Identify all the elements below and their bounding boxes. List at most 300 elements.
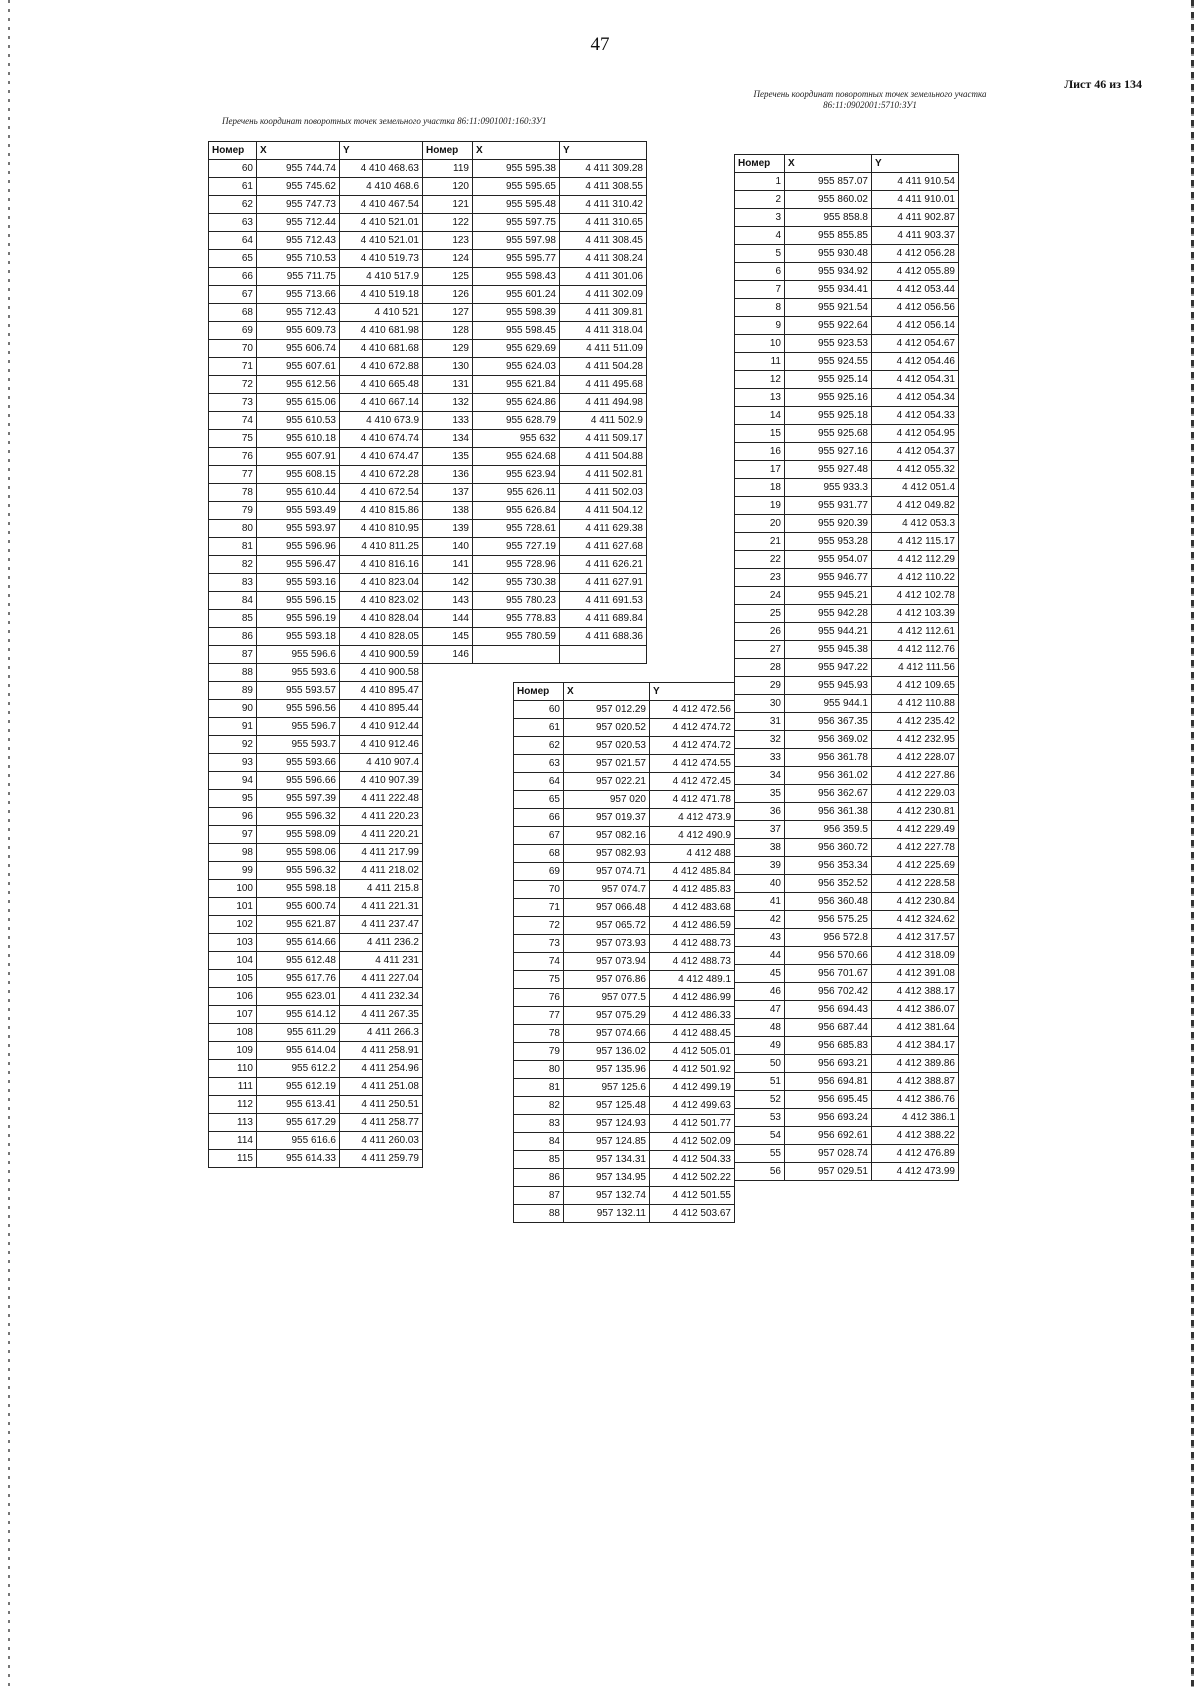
cell-x: 955 855.85 <box>785 227 872 245</box>
table-row <box>209 178 423 196</box>
table-row <box>514 1079 735 1097</box>
cell-num: 98 <box>209 844 257 862</box>
table-row <box>209 682 423 700</box>
cell-num: 32 <box>735 731 785 749</box>
table-row <box>209 736 423 754</box>
table-row <box>423 538 647 556</box>
cell-x: 955 713.66 <box>257 286 340 304</box>
cell-y: 4 410 912.46 <box>340 736 423 754</box>
cell-num: 55 <box>735 1145 785 1163</box>
col-header-x: X <box>785 155 872 173</box>
table-row <box>423 196 647 214</box>
cell-x: 955 944.1 <box>785 695 872 713</box>
table-row <box>209 466 423 484</box>
table-row <box>209 1150 423 1168</box>
cell-y: 4 412 111.56 <box>872 659 959 677</box>
cell-x: 957 132.11 <box>564 1205 650 1223</box>
cell-num: 41 <box>735 893 785 911</box>
cell-num: 67 <box>514 827 564 845</box>
col-header-y: Y <box>872 155 959 173</box>
cell-y: 4 412 102.78 <box>872 587 959 605</box>
cell-y: 4 411 217.99 <box>340 844 423 862</box>
cell-y: 4 412 112.29 <box>872 551 959 569</box>
table-row <box>735 641 959 659</box>
cell-y: 4 410 667.14 <box>340 394 423 412</box>
table-row <box>209 610 423 628</box>
cell-x: 956 694.43 <box>785 1001 872 1019</box>
table-row <box>423 646 647 664</box>
cell-y: 4 410 900.58 <box>340 664 423 682</box>
table-row <box>735 983 959 1001</box>
table-row <box>735 479 959 497</box>
cell-x: 955 607.91 <box>257 448 340 466</box>
table-row <box>209 250 423 268</box>
cell-num: 74 <box>514 953 564 971</box>
cell-num: 87 <box>209 646 257 664</box>
cell-num: 50 <box>735 1055 785 1073</box>
table-row <box>423 466 647 484</box>
cell-num: 100 <box>209 880 257 898</box>
cell-num: 10 <box>735 335 785 353</box>
cell-num: 139 <box>423 520 473 538</box>
cell-y: 4 412 054.31 <box>872 371 959 389</box>
cell-x: 955 593.66 <box>257 754 340 772</box>
coord-table-3 <box>513 682 735 1223</box>
cell-y: 4 412 388.17 <box>872 983 959 1001</box>
table-row <box>514 1061 735 1079</box>
table-row <box>209 718 423 736</box>
cell-num: 49 <box>735 1037 785 1055</box>
table-row <box>735 1037 959 1055</box>
cell-num: 1 <box>735 173 785 191</box>
cell-y: 4 411 231 <box>340 952 423 970</box>
table-row <box>209 970 423 988</box>
table-row <box>735 551 959 569</box>
cell-x: 957 065.72 <box>564 917 650 935</box>
table-row <box>735 1019 959 1037</box>
cell-y: 4 410 674.74 <box>340 430 423 448</box>
cell-x: 955 610.44 <box>257 484 340 502</box>
cell-num: 48 <box>735 1019 785 1037</box>
table-row <box>735 371 959 389</box>
cell-x: 957 132.74 <box>564 1187 650 1205</box>
cell-num: 16 <box>735 443 785 461</box>
cell-x: 955 607.61 <box>257 358 340 376</box>
table-row <box>514 1097 735 1115</box>
cell-num: 111 <box>209 1078 257 1096</box>
table-row <box>514 1205 735 1223</box>
table-row <box>423 412 647 430</box>
cell-x: 956 572.8 <box>785 929 872 947</box>
table-row <box>735 965 959 983</box>
cell-y: 4 411 260.03 <box>340 1132 423 1150</box>
cell-y: 4 412 054.67 <box>872 335 959 353</box>
cell-y: 4 412 112.61 <box>872 623 959 641</box>
table-row <box>423 610 647 628</box>
coord-table-1 <box>208 141 423 1168</box>
table-row <box>423 448 647 466</box>
cell-y: 4 410 517.9 <box>340 268 423 286</box>
cell-num: 88 <box>514 1205 564 1223</box>
cell-x: 955 624.03 <box>473 358 560 376</box>
table-row <box>423 358 647 376</box>
table-row <box>423 268 647 286</box>
cell-num: 22 <box>735 551 785 569</box>
cell-num: 86 <box>514 1169 564 1187</box>
cell-x: 955 617.76 <box>257 970 340 988</box>
cell-y: 4 412 388.22 <box>872 1127 959 1145</box>
cell-num: 63 <box>514 755 564 773</box>
cell-x <box>473 646 560 664</box>
cell-y: 4 411 504.88 <box>560 448 647 466</box>
cell-num: 30 <box>735 695 785 713</box>
cell-x: 955 944.21 <box>785 623 872 641</box>
cell-x: 955 596.32 <box>257 862 340 880</box>
cell-y: 4 411 910.01 <box>872 191 959 209</box>
cell-num: 52 <box>735 1091 785 1109</box>
table-row <box>735 875 959 893</box>
table-row <box>423 430 647 448</box>
table-row <box>209 898 423 916</box>
table-row <box>735 1163 959 1181</box>
cell-x: 955 728.96 <box>473 556 560 574</box>
cell-x: 955 925.18 <box>785 407 872 425</box>
table-row <box>514 1187 735 1205</box>
cell-num: 135 <box>423 448 473 466</box>
cell-num: 134 <box>423 430 473 448</box>
cell-y: 4 412 386.76 <box>872 1091 959 1109</box>
cell-x: 955 632 <box>473 430 560 448</box>
cell-x: 955 593.18 <box>257 628 340 646</box>
cell-x: 955 593.16 <box>257 574 340 592</box>
cell-x: 956 352.52 <box>785 875 872 893</box>
cell-y: 4 411 910.54 <box>872 173 959 191</box>
cell-y: 4 412 110.22 <box>872 569 959 587</box>
cell-x: 955 858.8 <box>785 209 872 227</box>
cell-x: 955 609.73 <box>257 322 340 340</box>
cell-y: 4 411 254.96 <box>340 1060 423 1078</box>
scan-edge-right <box>1191 0 1194 1687</box>
cell-num: 119 <box>423 160 473 178</box>
cell-y: 4 410 674.47 <box>340 448 423 466</box>
cell-num: 70 <box>514 881 564 899</box>
cell-num: 144 <box>423 610 473 628</box>
cell-num: 8 <box>735 299 785 317</box>
table-row <box>735 677 959 695</box>
cell-num: 81 <box>514 1079 564 1097</box>
cell-y: 4 412 055.32 <box>872 461 959 479</box>
cell-x: 955 924.55 <box>785 353 872 371</box>
cell-num: 77 <box>514 1007 564 1025</box>
table-row <box>514 1043 735 1061</box>
cell-y: 4 412 229.49 <box>872 821 959 839</box>
cell-x: 955 623.01 <box>257 988 340 1006</box>
cell-y: 4 411 494.98 <box>560 394 647 412</box>
cell-y: 4 410 681.68 <box>340 340 423 358</box>
cell-x: 955 711.75 <box>257 268 340 286</box>
table-row <box>209 988 423 1006</box>
table-row <box>209 1096 423 1114</box>
cell-num: 27 <box>735 641 785 659</box>
table-row <box>209 1132 423 1150</box>
cell-y: 4 411 502.9 <box>560 412 647 430</box>
cell-x: 955 923.53 <box>785 335 872 353</box>
col-header-y: Y <box>560 142 647 160</box>
cell-y: 4 412 499.63 <box>650 1097 735 1115</box>
cell-y: 4 412 227.86 <box>872 767 959 785</box>
cell-num: 67 <box>209 286 257 304</box>
cell-y: 4 411 227.04 <box>340 970 423 988</box>
table-row <box>735 947 959 965</box>
table-row <box>514 791 735 809</box>
cell-y: 4 410 907.39 <box>340 772 423 790</box>
table-row <box>514 1115 735 1133</box>
cell-num: 11 <box>735 353 785 371</box>
cell-num: 45 <box>735 965 785 983</box>
cell-x: 956 692.61 <box>785 1127 872 1145</box>
cell-num: 141 <box>423 556 473 574</box>
cell-x: 957 029.51 <box>785 1163 872 1181</box>
cell-y: 4 412 054.37 <box>872 443 959 461</box>
cell-x: 957 125.48 <box>564 1097 650 1115</box>
cell-y <box>560 646 647 664</box>
table-row <box>735 1091 959 1109</box>
cell-x: 955 626.11 <box>473 484 560 502</box>
cell-num: 132 <box>423 394 473 412</box>
cell-x: 956 693.24 <box>785 1109 872 1127</box>
table-row <box>735 659 959 677</box>
cell-num: 78 <box>209 484 257 502</box>
cell-num: 47 <box>735 1001 785 1019</box>
table-row <box>209 1114 423 1132</box>
cell-y: 4 412 056.56 <box>872 299 959 317</box>
cell-num: 109 <box>209 1042 257 1060</box>
table-row <box>423 214 647 232</box>
cell-y: 4 412 054.95 <box>872 425 959 443</box>
table-row <box>514 845 735 863</box>
cell-num: 76 <box>209 448 257 466</box>
cell-x: 956 701.67 <box>785 965 872 983</box>
cell-x: 955 596.19 <box>257 610 340 628</box>
cell-x: 955 945.21 <box>785 587 872 605</box>
table-row <box>735 227 959 245</box>
cell-num: 82 <box>514 1097 564 1115</box>
cell-num: 96 <box>209 808 257 826</box>
cell-num: 60 <box>514 701 564 719</box>
cell-y: 4 411 509.17 <box>560 430 647 448</box>
cell-y: 4 410 900.59 <box>340 646 423 664</box>
table-row <box>735 497 959 515</box>
cell-x: 955 596.15 <box>257 592 340 610</box>
table-row <box>514 899 735 917</box>
cell-y: 4 411 627.68 <box>560 538 647 556</box>
cell-y: 4 411 689.84 <box>560 610 647 628</box>
cell-x: 957 075.29 <box>564 1007 650 1025</box>
cell-num: 74 <box>209 412 257 430</box>
cell-x: 955 614.04 <box>257 1042 340 1060</box>
cell-num: 12 <box>735 371 785 389</box>
cell-y: 4 411 221.31 <box>340 898 423 916</box>
cell-y: 4 411 301.06 <box>560 268 647 286</box>
table-row <box>735 929 959 947</box>
cell-num: 94 <box>209 772 257 790</box>
cell-num: 56 <box>735 1163 785 1181</box>
cell-num: 75 <box>514 971 564 989</box>
cell-num: 121 <box>423 196 473 214</box>
cell-y: 4 412 055.89 <box>872 263 959 281</box>
cell-num: 128 <box>423 322 473 340</box>
cell-x: 955 595.38 <box>473 160 560 178</box>
cell-x: 955 925.14 <box>785 371 872 389</box>
cell-num: 99 <box>209 862 257 880</box>
cell-x: 956 575.25 <box>785 911 872 929</box>
table-row <box>209 502 423 520</box>
table-row <box>209 646 423 664</box>
cell-num: 85 <box>209 610 257 628</box>
table-row <box>735 857 959 875</box>
col-header-x: X <box>473 142 560 160</box>
cell-num: 15 <box>735 425 785 443</box>
cell-y: 4 411 504.28 <box>560 358 647 376</box>
cell-num: 79 <box>514 1043 564 1061</box>
cell-x: 956 367.35 <box>785 713 872 731</box>
cell-x: 955 610.53 <box>257 412 340 430</box>
col-header-y: Y <box>650 683 735 701</box>
table-row <box>209 826 423 844</box>
cell-y: 4 411 504.12 <box>560 502 647 520</box>
cell-y: 4 410 521 <box>340 304 423 322</box>
cell-y: 4 410 912.44 <box>340 718 423 736</box>
cell-x: 955 945.93 <box>785 677 872 695</box>
cell-x: 955 730.38 <box>473 574 560 592</box>
col-header-x: X <box>257 142 340 160</box>
cell-y: 4 412 504.33 <box>650 1151 735 1169</box>
cell-y: 4 412 381.64 <box>872 1019 959 1037</box>
table-row <box>514 737 735 755</box>
table-row <box>209 484 423 502</box>
table-row <box>423 484 647 502</box>
cell-x: 957 022.21 <box>564 773 650 791</box>
table-row <box>209 574 423 592</box>
cell-y: 4 412 474.72 <box>650 737 735 755</box>
cell-y: 4 412 056.14 <box>872 317 959 335</box>
cell-x: 955 598.18 <box>257 880 340 898</box>
cell-x: 957 019.37 <box>564 809 650 827</box>
cell-x: 955 712.44 <box>257 214 340 232</box>
cell-y: 4 412 488.73 <box>650 953 735 971</box>
cell-x: 955 953.28 <box>785 533 872 551</box>
cell-x: 955 595.48 <box>473 196 560 214</box>
cell-y: 4 411 220.21 <box>340 826 423 844</box>
cell-num: 75 <box>209 430 257 448</box>
cell-x: 955 780.23 <box>473 592 560 610</box>
cell-num: 83 <box>514 1115 564 1133</box>
cell-x: 955 921.54 <box>785 299 872 317</box>
cell-x: 956 361.02 <box>785 767 872 785</box>
table-row <box>423 520 647 538</box>
cell-x: 955 947.22 <box>785 659 872 677</box>
cell-x: 955 597.39 <box>257 790 340 808</box>
cell-y: 4 410 519.18 <box>340 286 423 304</box>
table-row <box>735 803 959 821</box>
cell-num: 124 <box>423 250 473 268</box>
table-row <box>735 623 959 641</box>
table-row <box>209 412 423 430</box>
cell-y: 4 411 502.81 <box>560 466 647 484</box>
cell-num: 120 <box>423 178 473 196</box>
cell-x: 955 596.32 <box>257 808 340 826</box>
cell-num: 110 <box>209 1060 257 1078</box>
cell-y: 4 411 258.77 <box>340 1114 423 1132</box>
cell-x: 955 931.77 <box>785 497 872 515</box>
table-row <box>209 772 423 790</box>
cell-x: 957 135.96 <box>564 1061 650 1079</box>
cell-x: 957 066.48 <box>564 899 650 917</box>
table-row <box>514 809 735 827</box>
cell-num: 133 <box>423 412 473 430</box>
cell-y: 4 410 665.48 <box>340 376 423 394</box>
cell-y: 4 412 472.45 <box>650 773 735 791</box>
cell-x: 955 601.24 <box>473 286 560 304</box>
cell-y: 4 412 486.59 <box>650 917 735 935</box>
cell-x: 955 712.43 <box>257 304 340 322</box>
cell-num: 72 <box>209 376 257 394</box>
table-row <box>209 322 423 340</box>
table-row <box>514 719 735 737</box>
cell-x: 955 744.74 <box>257 160 340 178</box>
cell-num: 136 <box>423 466 473 484</box>
cell-num: 92 <box>209 736 257 754</box>
table-row <box>735 767 959 785</box>
cell-x: 956 694.81 <box>785 1073 872 1091</box>
cell-x: 955 593.6 <box>257 664 340 682</box>
cell-y: 4 412 501.55 <box>650 1187 735 1205</box>
table-row <box>735 569 959 587</box>
cell-y: 4 412 471.78 <box>650 791 735 809</box>
cell-x: 955 945.38 <box>785 641 872 659</box>
cell-y: 4 412 474.72 <box>650 719 735 737</box>
cell-num: 83 <box>209 574 257 592</box>
table-row <box>735 443 959 461</box>
cell-num: 127 <box>423 304 473 322</box>
cell-num: 80 <box>209 520 257 538</box>
cell-num: 137 <box>423 484 473 502</box>
cell-num: 131 <box>423 376 473 394</box>
cell-y: 4 412 486.33 <box>650 1007 735 1025</box>
cell-x: 957 020.52 <box>564 719 650 737</box>
cell-num: 140 <box>423 538 473 556</box>
cell-num: 107 <box>209 1006 257 1024</box>
cell-num: 82 <box>209 556 257 574</box>
table-row <box>423 556 647 574</box>
cell-y: 4 412 473.9 <box>650 809 735 827</box>
cell-y: 4 412 112.76 <box>872 641 959 659</box>
cell-num: 65 <box>209 250 257 268</box>
cell-x: 956 702.42 <box>785 983 872 1001</box>
cell-x: 955 596.6 <box>257 646 340 664</box>
cell-y: 4 410 519.73 <box>340 250 423 268</box>
cell-num: 18 <box>735 479 785 497</box>
table-row <box>209 808 423 826</box>
cell-y: 4 410 672.54 <box>340 484 423 502</box>
cell-num: 86 <box>209 628 257 646</box>
cell-num: 68 <box>514 845 564 863</box>
cell-x: 955 598.06 <box>257 844 340 862</box>
cell-y: 4 411 626.21 <box>560 556 647 574</box>
cell-x: 955 624.68 <box>473 448 560 466</box>
table-row <box>209 862 423 880</box>
cell-x: 955 927.48 <box>785 461 872 479</box>
